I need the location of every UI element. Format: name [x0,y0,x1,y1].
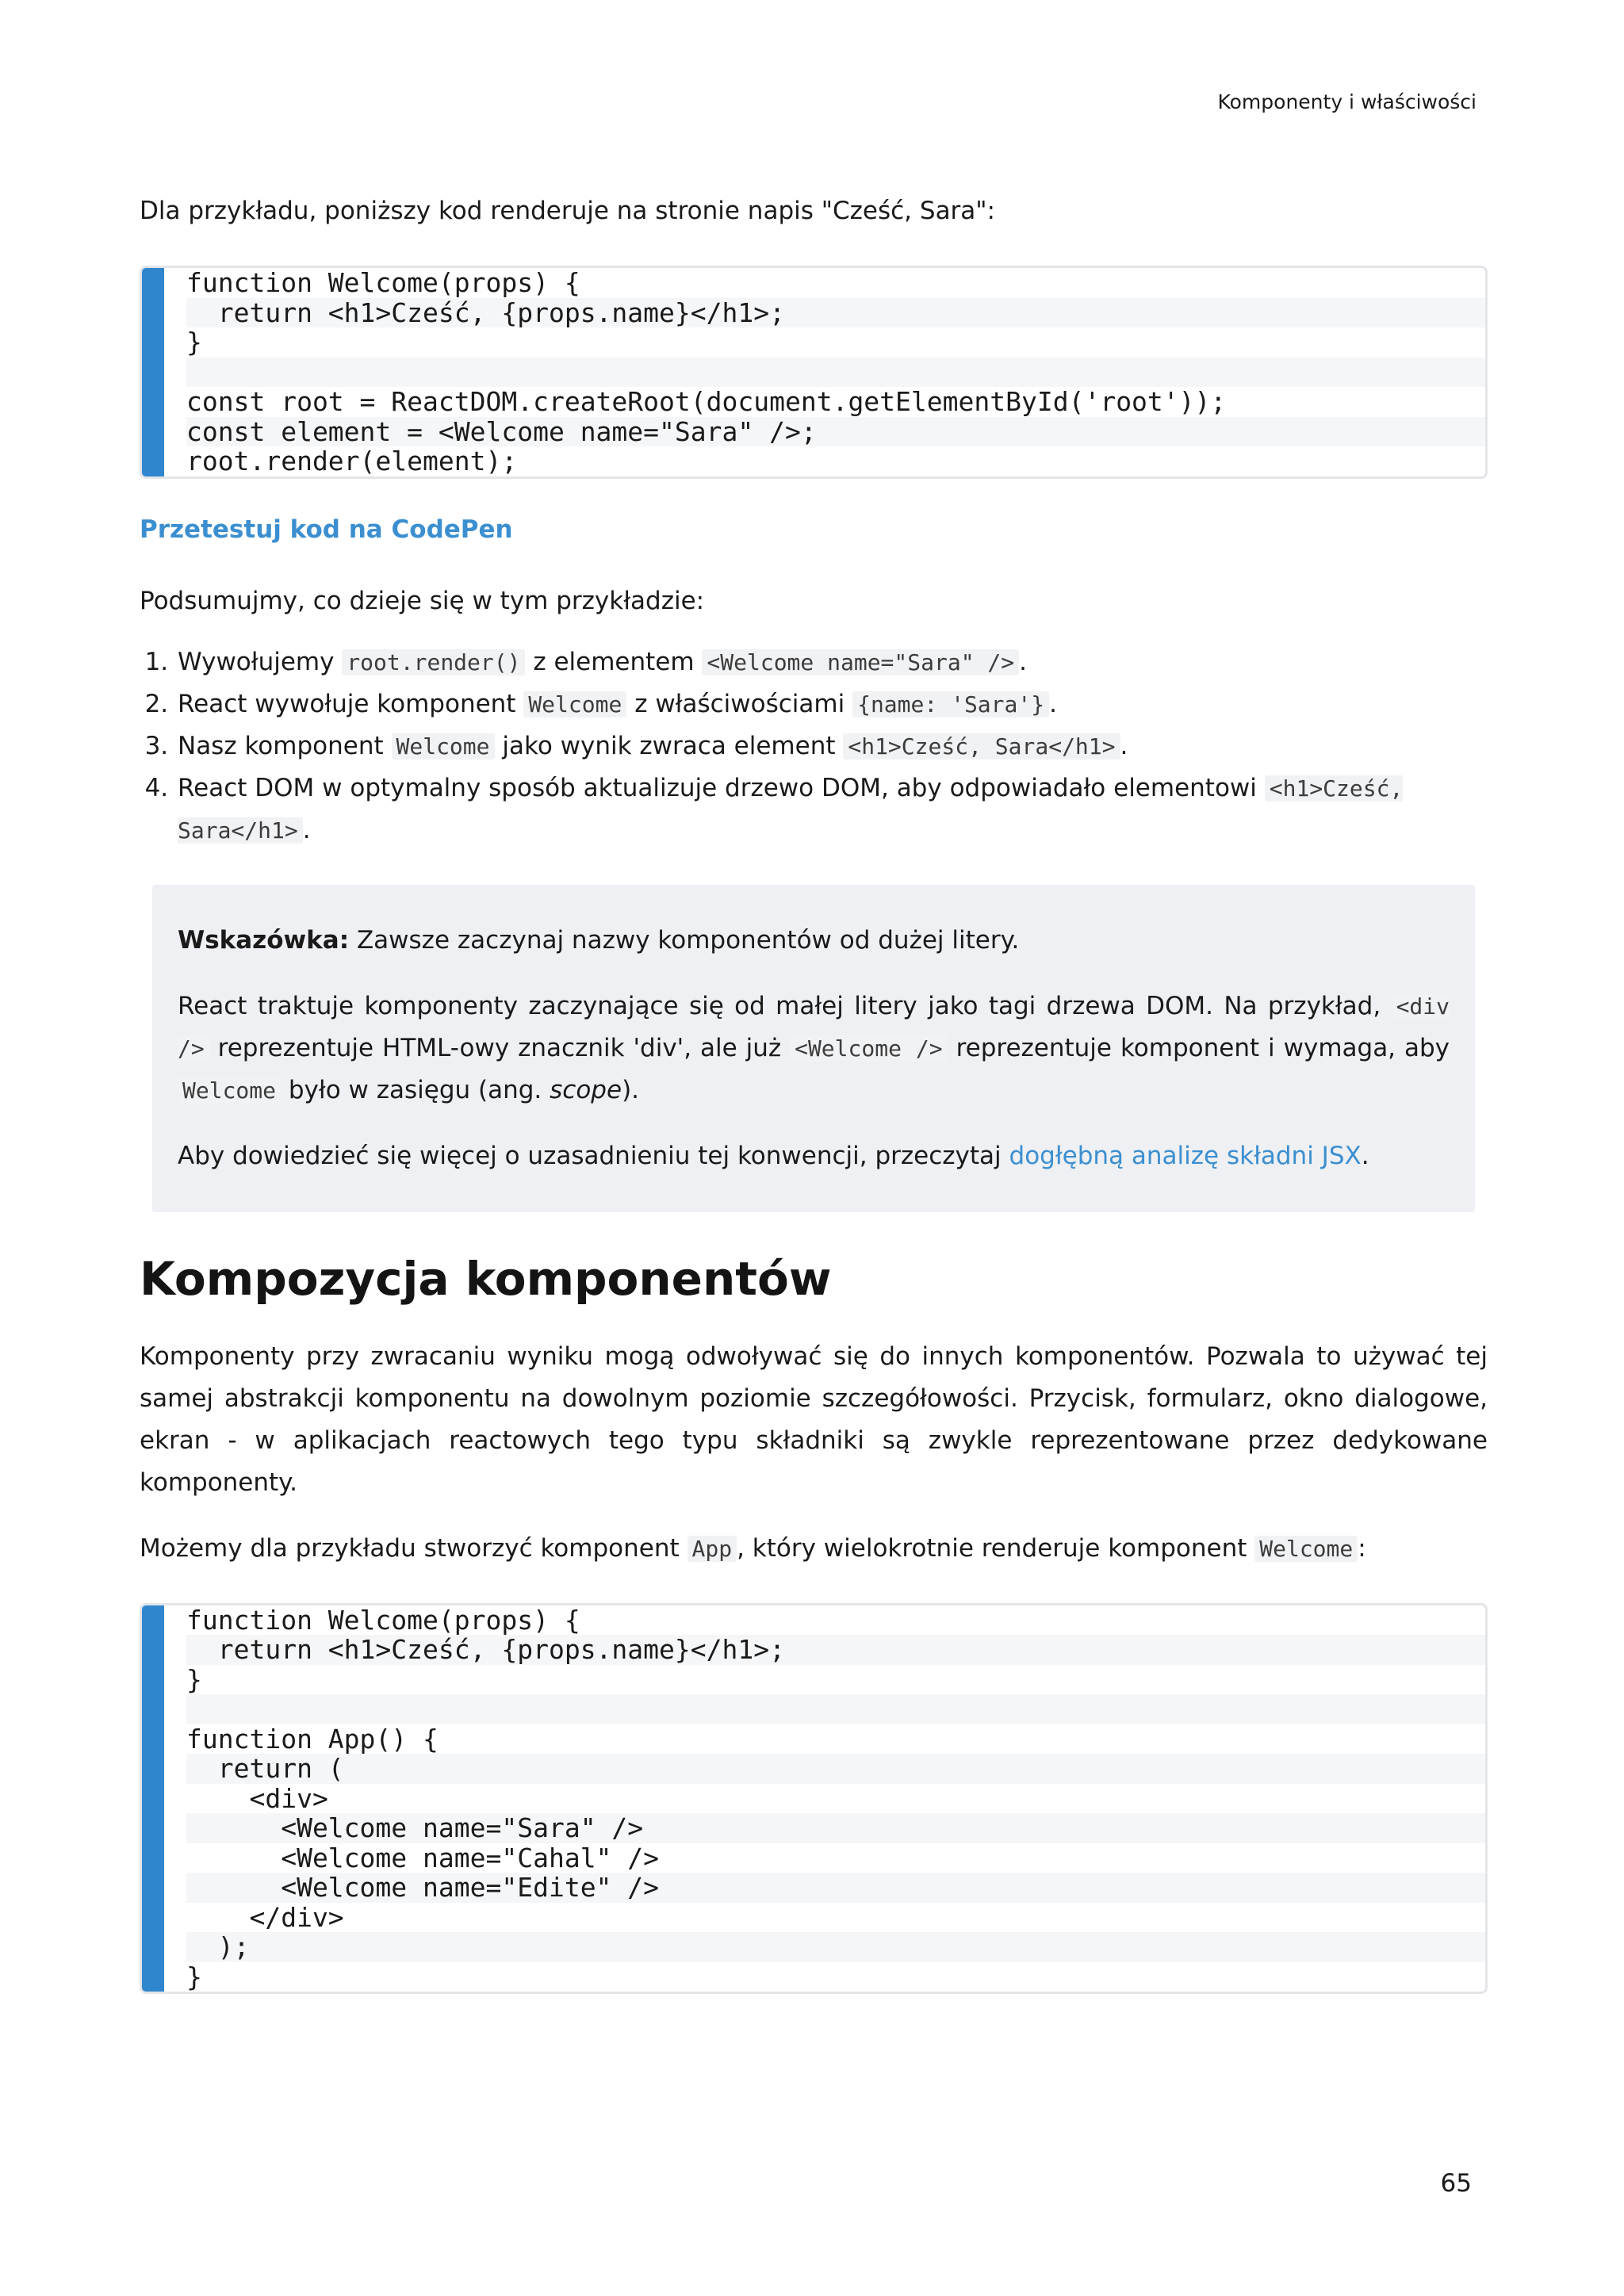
inline-code: Welcome [1254,1536,1358,1562]
code-line: <Welcome name="Edite" /> [186,1873,1485,1903]
code-line [186,1694,1485,1724]
tip-text: . [1361,1141,1369,1170]
code-block-2-text [142,1605,1485,1992]
composition-paragraph: Komponenty przy zwracaniu wyniku mogą odwoływać się do innych komponentów. Pozwala to używać tej samej abstrakcji komponentu na dowolnym poziomie szczegółowości. Przycisk, formularz, okno dialogowe, ekran - w aplikacjach reactowych tego typu składniki są zwykle reprezentowane przez dedykowane komponenty. [140,1341,1488,1497]
tip-paragraph [178,1135,1450,1177]
step-text: . [1120,731,1128,760]
tip-paragraph [178,920,1450,962]
example-paragraph [140,1528,1488,1570]
code-block-1 [140,266,1488,479]
code-line: <div> [186,1782,328,1814]
code-line: root.render(element); [186,446,518,476]
tip-text: ). [622,1075,640,1104]
step-text: React DOM w optymalny sposób aktualizuje drzewo DOM, aby odpowiadało elementowi [178,773,1265,802]
tip-text: reprezentuje komponent i wymaga, aby [947,1033,1450,1062]
list-item [176,725,1488,767]
code-block-2 [140,1603,1488,1995]
code-line: } [186,1961,202,1992]
step-text: . [302,815,311,844]
summary-intro: Podsumujmy, co dzieje się w tym przykładzie: [140,586,705,615]
inline-code: <h1>Cześć, Sara</h1> [843,733,1120,760]
code-line: return ( [186,1754,1485,1784]
section-title: Kompozycja komponentów [140,1251,832,1306]
code-accent-bar [142,268,164,476]
running-header: Komponenty i właściwości [1217,90,1477,113]
code-line: const element = <Welcome name="Sara" />; [186,417,1485,447]
tip-emphasis: scope [550,1075,622,1104]
inline-code: Welcome [392,733,495,760]
code-line: } [186,327,202,358]
tip-text: React traktuje komponenty zaczynające się od małej litery jako tagi drzewa DOM. Na przykład, [178,991,1392,1020]
code-line: ); [186,1932,1485,1962]
code-line: <Welcome name="Sara" /> [186,1813,1485,1843]
example-text: , który wielokrotnie renderuje komponent [737,1533,1255,1563]
list-item [176,641,1488,683]
code-line: return <h1>Cześć, {props.name}</h1>; [186,298,1485,328]
page-number: 65 [1440,2169,1472,2198]
tip-paragraph [178,985,1450,1112]
code-line: <Welcome name="Cahal" /> [186,1842,660,1873]
tip-text: reprezentuje HTML-owy znacznik 'div', ale już [209,1033,791,1062]
step-text: Nasz komponent [178,731,392,760]
inline-code: Welcome [523,691,626,718]
inline-code: <h1>Cześć, Sara</h1> [178,775,1404,844]
inline-code: root.render() [342,649,525,675]
inline-code: <Welcome /> [790,1035,948,1062]
step-text: z właściwościami [626,689,853,718]
code-line: const root = ReactDOM.createRoot(document.getElementById('root')); [186,386,1227,417]
code-block-1-text [142,268,1485,476]
tip-text: Zawsze zaczynaj nazwy komponentów od dużej litery. [349,925,1020,955]
inline-code: <div /> [178,993,1450,1062]
content [140,190,1488,1994]
code-accent-bar [142,1605,164,1992]
code-line: } [186,1663,202,1695]
step-text: Wywołujemy [178,647,343,676]
inline-code: {name: 'Sara'} [852,691,1049,718]
step-text: . [1049,689,1057,718]
step-text: z elementem [525,647,703,676]
inline-code: Welcome [178,1077,281,1104]
steps-list [140,641,1488,851]
tip-label: Wskazówka: [178,925,350,955]
inline-code: App [688,1536,737,1562]
list-item [176,767,1488,851]
tip-box [152,885,1475,1212]
codepen-link[interactable]: Przetestuj kod na CodePen [140,515,513,544]
example-text: Możemy dla przykładu stworzyć komponent [140,1533,688,1563]
jsx-analysis-link[interactable]: dogłębną analizę składni JSX [1009,1141,1362,1170]
step-text: React wywołuje komponent [178,689,524,718]
tip-text: było w zasięgu (ang. [281,1075,550,1104]
code-line: function App() { [186,1723,439,1755]
inline-code: <Welcome name="Sara" /> [702,649,1019,675]
code-line: </div> [186,1901,344,1933]
code-line: function Welcome(props) { [186,1604,580,1636]
list-item [176,683,1488,725]
intro-paragraph: Dla przykładu, poniższy kod renderuje na stronie napis "Cześć, Sara": [140,197,996,225]
example-text: : [1358,1533,1366,1563]
code-line [186,358,1485,388]
tip-text: Aby dowiedzieć się więcej o uzasadnieniu tej konwencji, przeczytaj [178,1141,1009,1170]
step-text: . [1019,647,1027,676]
step-text: jako wynik zwraca element [494,731,844,760]
code-line: return <h1>Cześć, {props.name}</h1>; [186,1635,1485,1665]
code-line: function Welcome(props) { [186,267,580,298]
